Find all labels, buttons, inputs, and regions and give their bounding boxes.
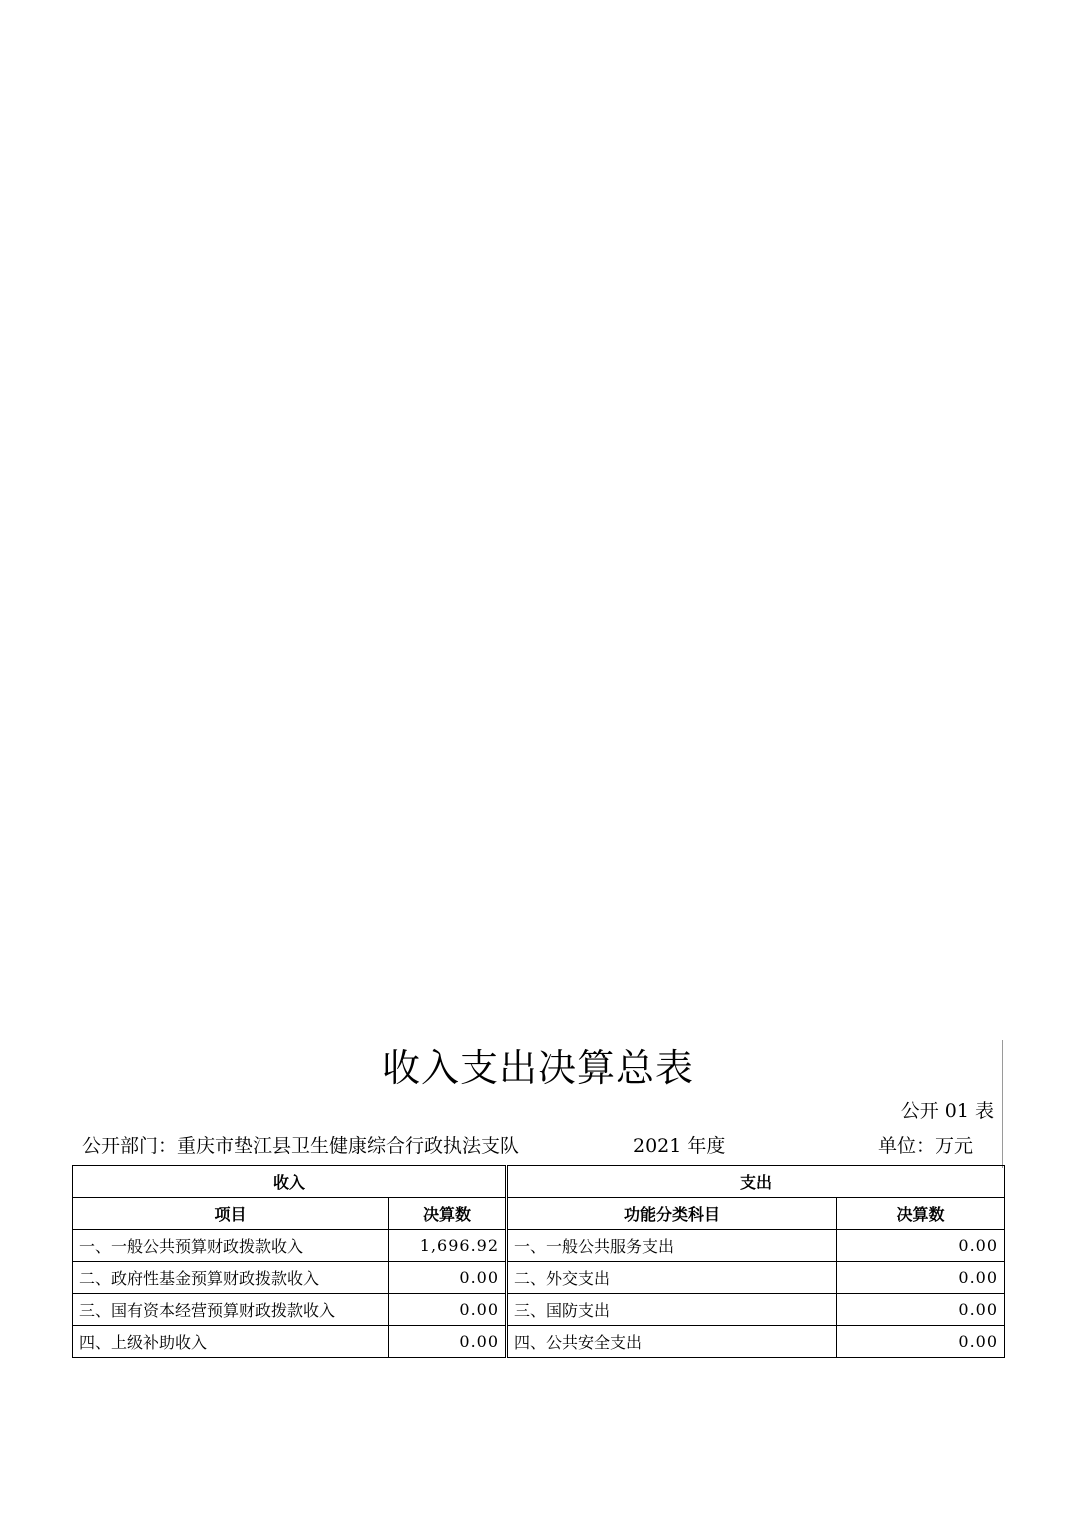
expense-item-cell: 二、外交支出	[507, 1262, 837, 1294]
income-item-cell: 四、上级补助收入	[73, 1326, 389, 1358]
column-header-row	[73, 1198, 1005, 1230]
table-row	[73, 1326, 1005, 1358]
page-title: 收入支出决算总表	[381, 1046, 694, 1090]
expense-item-cell: 三、国防支出	[507, 1294, 837, 1326]
income-amount-cell: 0.00	[389, 1262, 507, 1294]
income-amount-cell: 1,696.92	[389, 1230, 507, 1262]
unit-label: 单位：万元	[878, 1135, 974, 1157]
table-code: 公开 01 表	[900, 1100, 994, 1122]
income-item-cell: 三、国有资本经营预算财政拨款收入	[73, 1294, 389, 1326]
fiscal-year: 2021 年度	[633, 1135, 726, 1157]
expense-amount-cell: 0.00	[837, 1294, 1005, 1326]
expense-item-cell: 四、公共安全支出	[507, 1326, 837, 1358]
expense-item-header: 功能分类科目	[507, 1198, 837, 1230]
department-label: 公开部门：重庆市垫江县卫生健康综合行政执法支队	[82, 1135, 520, 1157]
income-item-cell: 二、政府性基金预算财政拨款收入	[73, 1262, 389, 1294]
income-amount-header: 决算数	[389, 1198, 507, 1230]
income-item-cell: 一、一般公共预算财政拨款收入	[73, 1230, 389, 1262]
income-item-header: 项目	[73, 1198, 389, 1230]
expense-section-header: 支出	[507, 1166, 1005, 1198]
expense-amount-header: 决算数	[837, 1198, 1005, 1230]
table-row	[73, 1262, 1005, 1294]
expense-amount-cell: 0.00	[837, 1326, 1005, 1358]
income-expense-table	[72, 1165, 1005, 1358]
expense-amount-cell: 0.00	[837, 1262, 1005, 1294]
section-header-row	[73, 1166, 1005, 1198]
income-amount-cell: 0.00	[389, 1294, 507, 1326]
income-section-header: 收入	[73, 1166, 507, 1198]
income-amount-cell: 0.00	[389, 1326, 507, 1358]
expense-amount-cell: 0.00	[837, 1230, 1005, 1262]
expense-item-cell: 一、一般公共服务支出	[507, 1230, 837, 1262]
table-row	[73, 1230, 1005, 1262]
table-row	[73, 1294, 1005, 1326]
